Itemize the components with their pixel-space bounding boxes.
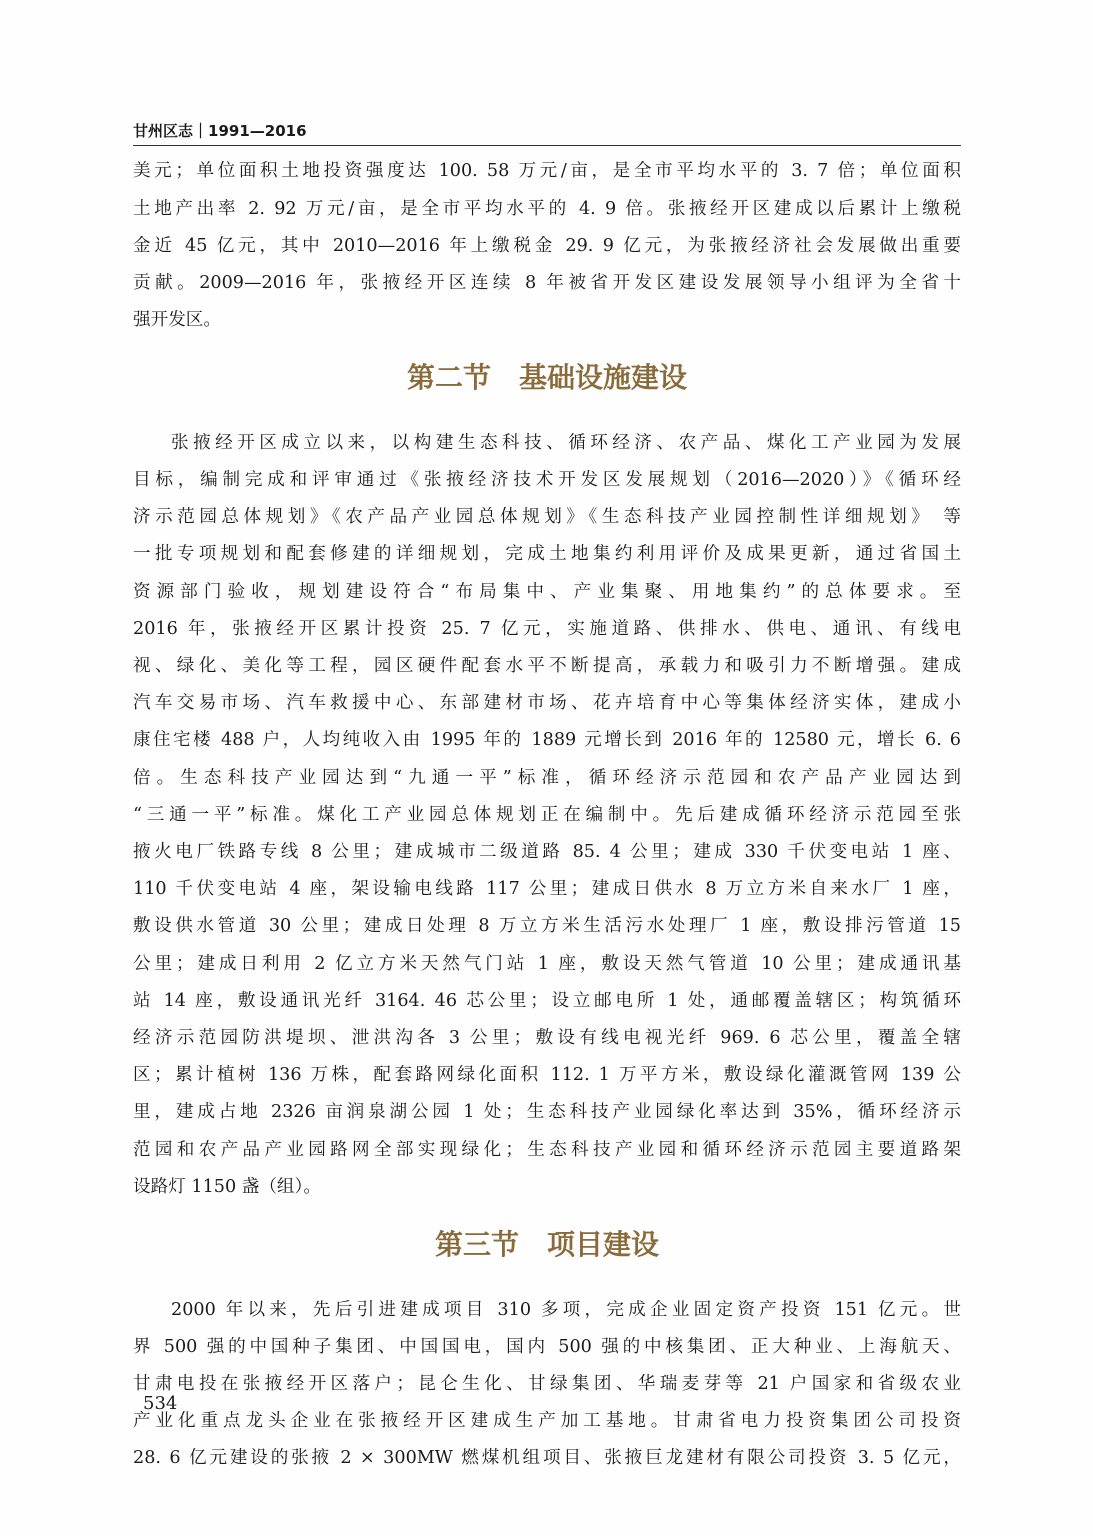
- paragraph-line: 经济示范园防洪堤坝、泄洪沟各 3 公里；敷设有线电视光纤 969. 6 芯公里，覆盖全辖: [133, 1028, 961, 1048]
- paragraph-line: 视、绿化、美化等工程，园区硬件配套水平不断提高，承载力和吸引力不断增强。建成: [133, 656, 961, 676]
- paragraph-line: 范园和农产品产业园路网全部实现绿化；生态科技产业园和循环经济示范园主要道路架: [133, 1140, 961, 1160]
- paragraph-line: 公里；建成日利用 2 亿立方米天然气门站 1 座，敷设天然气管道 10 公里；建成通讯基: [133, 954, 961, 974]
- paragraph-line: 里，建成占地 2326 亩润泉湖公园 1 处；生态科技产业园绿化率达到 35%，循环经济示: [133, 1102, 961, 1122]
- paragraph-line: 汽车交易市场、汽车救援中心、东部建材市场、花卉培育中心等集体经济实体，建成小: [133, 693, 961, 713]
- paragraph-line: 28. 6 亿元建设的张掖 2 × 300MW 燃煤机组项目、张掖巨龙建材有限公司投资 3. 5 亿元，: [133, 1448, 961, 1468]
- paragraph-line: 敷设供水管道 30 公里；建成日处理 8 万立方米生活污水处理厂 1 座，敷设排污管道 15: [133, 916, 961, 936]
- paragraph-line: 济示范园总体规划》《农产品产业园总体规划》《生态科技产业园控制性详细规划》 等: [133, 507, 961, 527]
- section-heading: 第二节 基础设施建设: [406, 361, 687, 394]
- paragraph-line: 甘肃电投在张掖经开区落户；昆仑生化、甘绿集团、华瑞麦芽等 21 户国家和省级农业: [133, 1374, 961, 1394]
- paragraph-line: 区；累计植树 136 万株，配套路网绿化面积 112. 1 万平方米，敷设绿化灌溉管网 139 公: [133, 1065, 961, 1085]
- running-head: [133, 121, 307, 141]
- book-title: 甘州区志: [133, 122, 194, 140]
- paragraph-line: 美元；单位面积土地投资强度达 100. 58 万元/亩，是全市平均水平的 3. 7 倍；单位面积: [133, 161, 961, 181]
- paragraph-line: 界 500 强的中国种子集团、中国国电，国内 500 强的中核集团、正大种业、上海航天、: [133, 1337, 961, 1357]
- header-years: 1991—2016: [208, 122, 307, 140]
- paragraph-line: 2000 年以来，先后引进建成项目 310 多项，完成企业固定资产投资 151 亿元。世: [171, 1300, 961, 1320]
- header-rule: [133, 145, 961, 146]
- paragraph-line: 站 14 座，敷设通讯光纤 3164. 46 芯公里；设立邮电所 1 处，通邮覆盖辖区；构筑循环: [133, 991, 961, 1011]
- paragraph-line: 金近 45 亿元，其中 2010—2016 年上缴税金 29. 9 亿元，为张掖经济社会发展做出重要: [133, 236, 961, 256]
- paragraph-line: 设路灯 1150 盏（组）。: [133, 1177, 321, 1197]
- paragraph-line: 康住宅楼 488 户，人均纯收入由 1995 年的 1889 元增长到 2016 年的 12580 元，增长 6. 6: [133, 730, 961, 750]
- paragraph-line: 掖火电厂铁路专线 8 公里；建成城市二级道路 85. 4 公里；建成 330 千伏变电站 1 座、: [133, 842, 961, 862]
- paragraph-line: 张掖经开区成立以来，以构建生态科技、循环经济、农产品、煤化工产业园为发展: [171, 433, 961, 453]
- paragraph-line: 110 千伏变电站 4 座，架设输电线路 117 公里；建成日供水 8 万立方米自来水厂 1 座，: [133, 879, 961, 899]
- page-number: 534: [143, 1393, 178, 1414]
- paragraph-line: 产业化重点龙头企业在张掖经开区建成生产加工基地。甘肃省电力投资集团公司投资: [133, 1411, 961, 1431]
- paragraph-line: 土地产出率 2. 92 万元/亩，是全市平均水平的 4. 9 倍。张掖经开区建成以后累计上缴税: [133, 199, 961, 219]
- paragraph-line: 一批专项规划和配套修建的详细规划，完成土地集约利用评价及成果更新，通过省国土: [133, 544, 961, 564]
- paragraph-line: 倍。生态科技产业园达到“九通一平”标准，循环经济示范园和农产品产业园达到: [133, 768, 961, 788]
- paragraph-line: 资源部门验收，规划建设符合“布局集中、产业集聚、用地集约”的总体要求。至: [133, 582, 961, 602]
- paragraph-line: 目标，编制完成和评审通过《张掖经济技术开发区发展规划（2016—2020）》《循环经: [133, 470, 961, 490]
- header-separator: ｜: [193, 122, 209, 140]
- section-heading: 第三节 项目建设: [434, 1228, 659, 1261]
- paragraph-line: 强开发区。: [133, 310, 221, 330]
- paragraph-line: 贡献。2009—2016 年，张掖经开区连续 8 年被省开发区建设发展领导小组评为全省十: [133, 273, 961, 293]
- paragraph-line: 2016 年，张掖经开区累计投资 25. 7 亿元，实施道路、供排水、供电、通讯、有线电: [133, 619, 961, 639]
- paragraph-line: “三通一平”标准。煤化工产业园总体规划正在编制中。先后建成循环经济示范园至张: [133, 805, 961, 825]
